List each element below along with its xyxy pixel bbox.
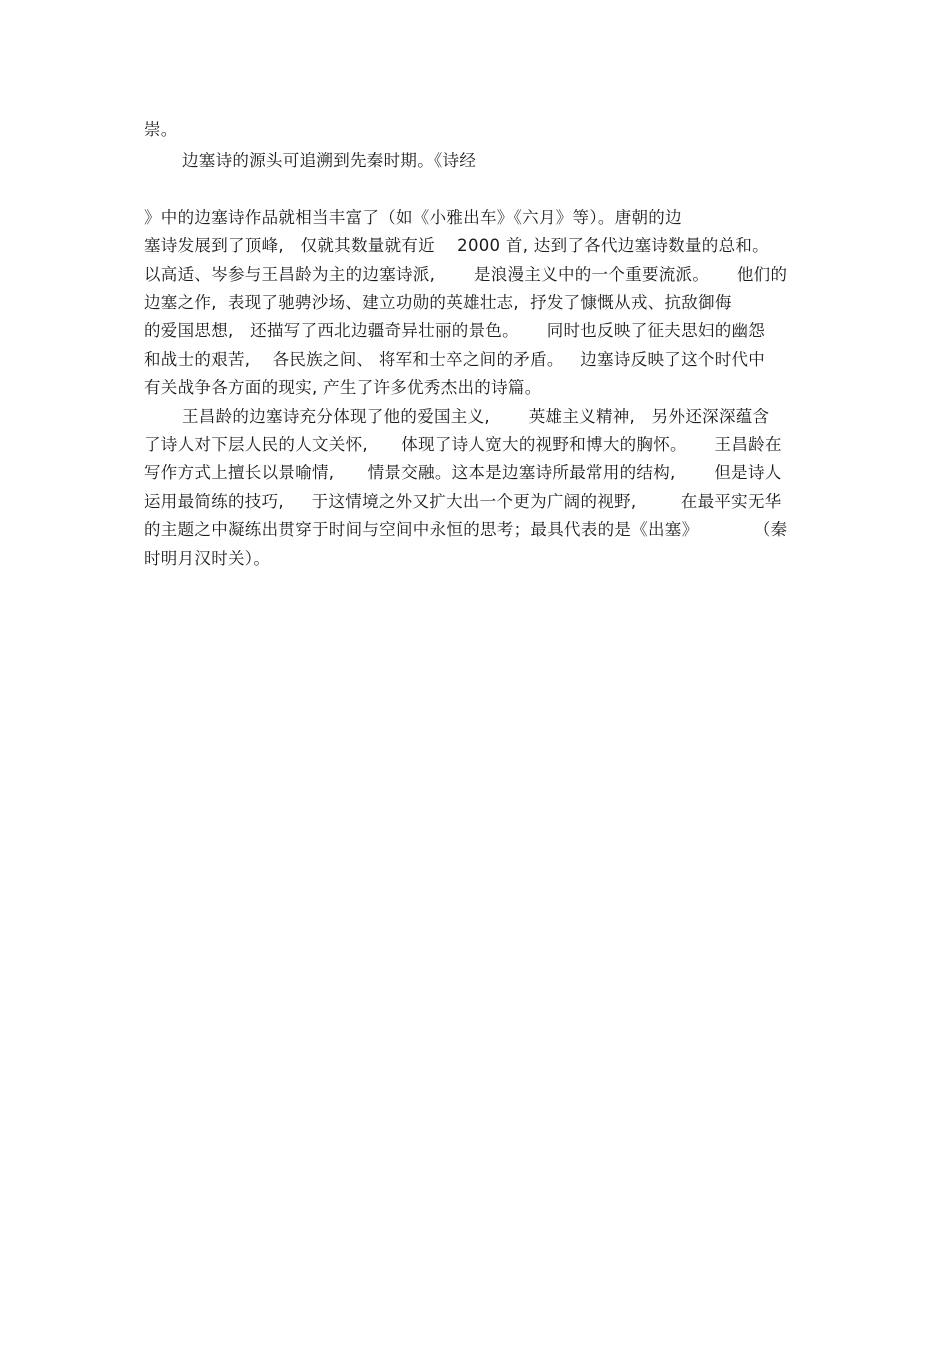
paragraph-start-line: 王昌龄的边塞诗充分体现了他的爱国主义, 英雄主义精神, 另外还深深蕴含 <box>182 407 770 426</box>
paragraph-start-line: 边塞诗的源头可追溯到先秦时期。《诗经 <box>182 151 477 170</box>
text-line: 》中的边塞诗作品就相当丰富了（如《小雅出车》《六月》等）。唐朝的边 <box>144 208 682 227</box>
text-line: 的主题之中凝练出贯穿于时间与空间中永恒的思考；最具代表的是《出塞》 （秦 <box>144 520 788 539</box>
text-line: 和战士的艰苦, 各民族之间、 将军和士卒之间的矛盾。 边塞诗反映了这个时代中 <box>144 350 766 369</box>
text-line: 写作方式上擅长以景喻情, 情景交融。这本是边塞诗所最常用的结构, 但是诗人 <box>144 463 782 482</box>
text-line: 了诗人对下层人民的人文关怀, 体现了诗人宽大的视野和博大的胸怀。 王昌龄在 <box>144 435 782 454</box>
text-line: 的爱国思想, 还描写了西北边疆奇异壮丽的景色。 同时也反映了征夫思妇的幽怨 <box>144 321 766 340</box>
text-line: 有关战争各方面的现实, 产生了许多优秀杰出的诗篇。 <box>144 378 542 397</box>
text-line: 边塞之作, 表现了驰骋沙场、建立功勋的英雄壮志, 抒发了慷慨从戎、抗敌御侮 <box>144 293 732 312</box>
text-line: 时明月汉时关）。 <box>144 549 271 568</box>
text-line: 以高适、岑参与王昌龄为主的边塞诗派, 是浪漫主义中的一个重要流派。 他们的 <box>144 265 788 284</box>
text-line: 崇。 <box>144 120 178 139</box>
text-line: 塞诗发展到了顶峰, 仅就其数量就有近 2000 首, 达到了各代边塞诗数量的总和。 <box>144 236 769 255</box>
text-line: 运用最简练的技巧, 于这情境之外又扩大出一个更为广阔的视野, 在最平实无华 <box>144 492 782 511</box>
